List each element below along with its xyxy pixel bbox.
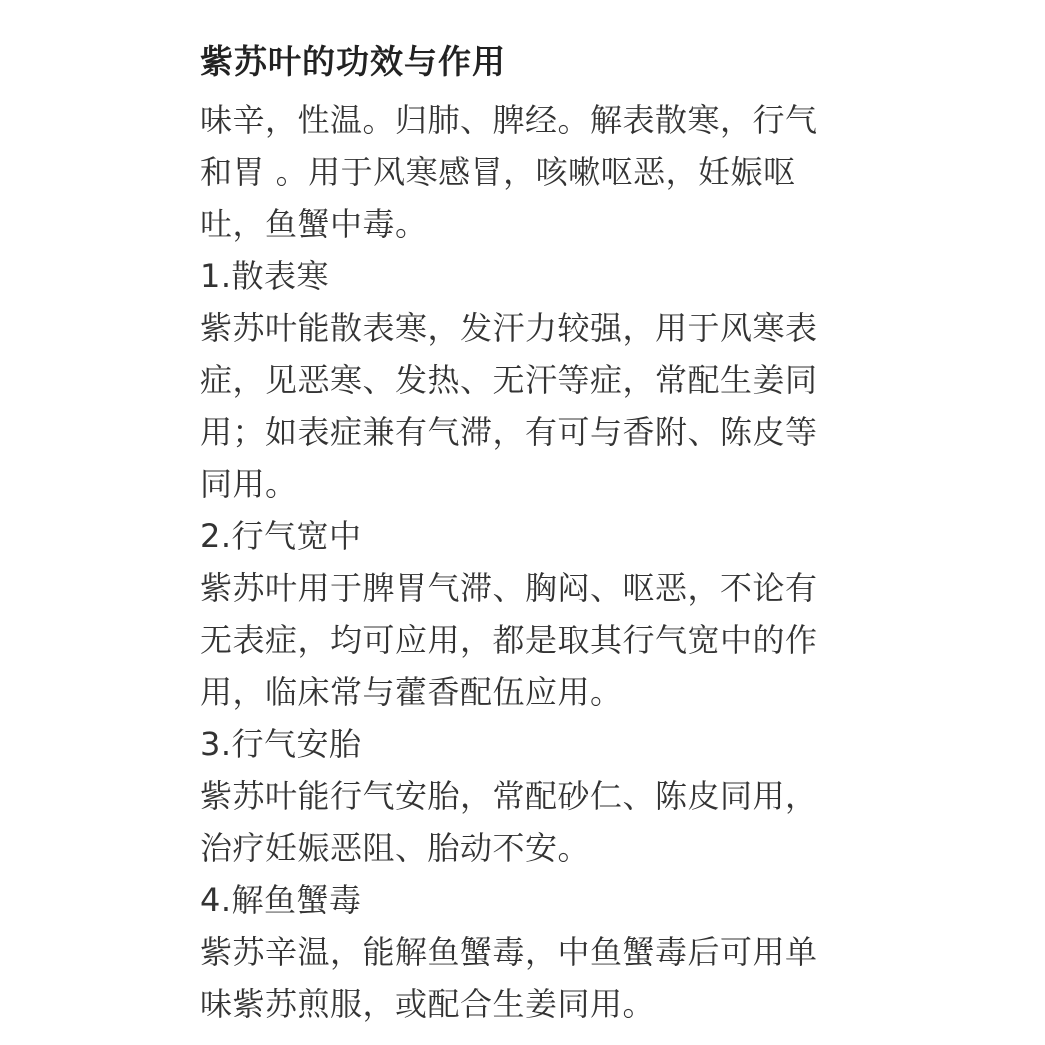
text-line-section-4: 紫苏辛温，能解鱼蟹毒，中鱼蟹毒后可用单 [200,933,818,971]
text-line-section-3: 治疗妊娠恶阻、胎动不安。 [200,829,591,867]
text-line-intro: 和胃 。用于风寒感冒，咳嗽呕恶，妊娠呕 [200,153,796,191]
text-line-section-2: 无表症，均可应用，都是取其行气宽中的作 [200,621,818,659]
text-line-section-2: 用，临床常与藿香配伍应用。 [200,673,623,711]
section-heading-2: 2.行气宽中 [200,517,362,555]
text-line-intro: 吐，鱼蟹中毒。 [200,205,428,243]
text-line-section-3: 紫苏叶能行气安胎，常配砂仁、陈皮同用， [200,777,818,815]
text-line-section-2: 紫苏叶用于脾胃气滞、胸闷、呕恶，不论有 [200,569,818,607]
article [200,36,860,1030]
section-heading-3: 3.行气安胎 [200,725,362,763]
section-heading-4: 4.解鱼蟹毒 [200,881,362,919]
section-heading-1: 1.散表寒 [200,257,330,295]
article-title: 紫苏叶的功效与作用 [200,42,506,81]
text-line-section-1: 症，见恶寒、发热、无汗等症，常配生姜同 [200,361,818,399]
text-line-intro: 味辛，性温。归肺、脾经。解表散寒，行气 [200,101,818,139]
text-line-section-1: 同用。 [200,465,298,503]
text-line-section-1: 用；如表症兼有气滞，有可与香附、陈皮等 [200,413,818,451]
text-line-section-4: 味紫苏煎服，或配合生姜同用。 [200,985,656,1023]
text-line-section-1: 紫苏叶能散表寒，发汗力较强，用于风寒表 [200,309,818,347]
